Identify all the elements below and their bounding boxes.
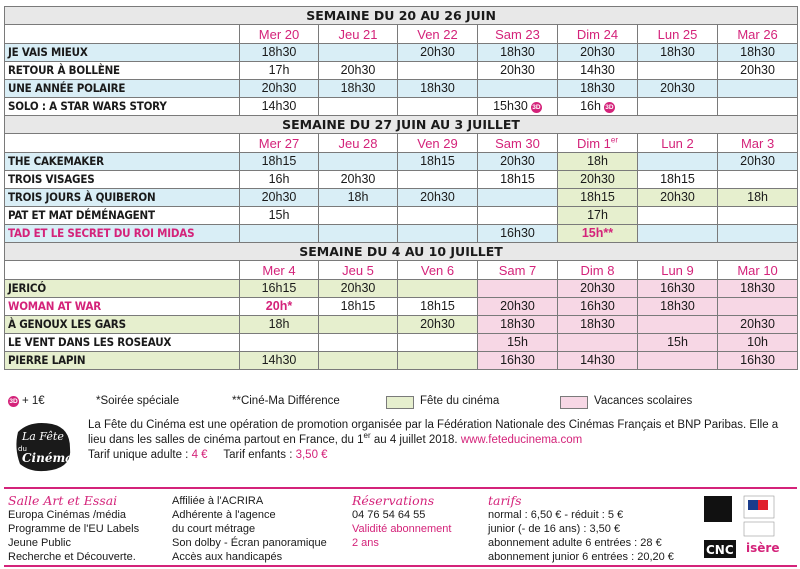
film-row [5, 98, 798, 116]
showtime-cell [718, 225, 798, 243]
day-header: Mar 26 [718, 25, 798, 44]
showtime-cell: 20h30 [319, 280, 398, 298]
showtime-cell: 10h [718, 334, 798, 352]
showtime-cell [478, 207, 558, 225]
film-title: TROIS JOURS À QUIBERON [5, 189, 240, 207]
showtime-cell: 18h [319, 189, 398, 207]
showtime-cell: 18h [718, 189, 798, 207]
salle-line: Programme de l'EU Labels [8, 523, 140, 535]
showtime-cell: 15h [240, 207, 319, 225]
showtime-cell: 20h30 [478, 62, 558, 80]
legend-cinema-difference: **Ciné-Ma Différence [232, 395, 340, 407]
showtime-cell: 16h30 [638, 280, 718, 298]
salle-line: Jeune Public [8, 537, 71, 549]
showtime-cell: 18h30 [638, 44, 718, 62]
fete-description: La Fête du Cinéma est une opération de promotion organisée par la Fédération Nationale des Cinémas Français et BNP Paribas. Elle a lieu dans les salles de cinéma partout en France, du 1er au 4 juillet 2018. www.feteducinema.com [88, 419, 779, 446]
showtime-cell [240, 225, 319, 243]
day-header: Mar 3 [718, 134, 798, 153]
film-title: LE VENT DANS LES ROSEAUX [5, 334, 240, 352]
day-header: Ven 22 [398, 25, 478, 44]
showtime-cell: 18h15 [638, 171, 718, 189]
day-header-row [5, 25, 798, 44]
showtime-cell: 18h15 [558, 189, 638, 207]
showtime-cell: 16h30 [478, 352, 558, 370]
day-header: Sam 7 [478, 261, 558, 280]
showtime-cell [319, 352, 398, 370]
showtime-cell: 18h30 [319, 80, 398, 98]
day-header: Sam 30 [478, 134, 558, 153]
showtime-cell [558, 334, 638, 352]
showtime-cell: 20h30 [478, 153, 558, 171]
fete-url[interactable]: www.feteducinema.com [460, 434, 583, 446]
film-title: TAD ET LE SECRET DU ROI MIDAS [5, 225, 240, 243]
showtime-cell: 16h15 [240, 280, 319, 298]
footer-bottom-rule [4, 565, 797, 567]
day-header-row [5, 261, 798, 280]
showtime-cell [398, 171, 478, 189]
day-header-blank [5, 261, 240, 280]
day-header: Dim 24 [558, 25, 638, 44]
week-header [5, 7, 798, 25]
acrira-block [172, 494, 327, 564]
showtime-cell: 20h30 [718, 153, 798, 171]
showtime-cell [638, 62, 718, 80]
film-row [5, 189, 798, 207]
film-title: SOLO : A STAR WARS STORY [5, 98, 240, 116]
showtime-cell: 16h30 [558, 298, 638, 316]
showtime-cell: 20h30 [718, 62, 798, 80]
film-title: TROIS VISAGES [5, 171, 240, 189]
cnc-logo-text: CNC [706, 543, 734, 557]
acrira-line: Adhérente à l'agence [172, 509, 276, 521]
day-header: Dim 1er [558, 134, 638, 153]
day-header-blank [5, 134, 240, 153]
day-header-blank [5, 25, 240, 44]
acrira-line: Affiliée à l'ACRIRA [172, 495, 264, 507]
3d-icon: 3D [605, 104, 614, 111]
acrira-line: Accès aux handicapés [172, 551, 283, 563]
showtime-cell: 20h30 [478, 298, 558, 316]
showtime-cell: 16h30 [478, 225, 558, 243]
film-title: THE CAKEMAKER [5, 153, 240, 171]
showtime-cell [319, 225, 398, 243]
film-title: RETOUR À BOLLÈNE [5, 62, 240, 80]
film-row [5, 153, 798, 171]
day-header: Mer 20 [240, 25, 319, 44]
showtime-cell: 14h30 [240, 352, 319, 370]
film-row [5, 352, 798, 370]
showtime-cell: 18h30 [240, 44, 319, 62]
showtime-cell [398, 352, 478, 370]
week-title: SEMAINE DU 4 AU 10 JUILLET [5, 243, 798, 261]
showtime-cell: 16h 3D [558, 98, 638, 116]
vacances-swatch [560, 396, 588, 409]
showtime-cell [638, 98, 718, 116]
fete-swatch [386, 396, 414, 409]
showtime-cell [398, 98, 478, 116]
film-title: UNE ANNÉE POLAIRE [5, 80, 240, 98]
showtime-cell: 18h30 [398, 80, 478, 98]
showtime-cell [319, 316, 398, 334]
film-row [5, 80, 798, 98]
film-title: PAT ET MAT DÉMÉNAGENT [5, 207, 240, 225]
film-title: PIERRE LAPIN [5, 352, 240, 370]
showtime-cell [638, 153, 718, 171]
showtime-cell: 18h15 [398, 153, 478, 171]
legend [0, 393, 800, 411]
phone-number: 04 76 54 64 55 [352, 509, 426, 521]
showtime-cell: 20h30 [398, 189, 478, 207]
showtime-cell: 18h15 [478, 171, 558, 189]
showtime-cell [638, 207, 718, 225]
footer-top-rule [4, 487, 797, 489]
showtime-cell [398, 207, 478, 225]
reservations-title: Réservations [352, 493, 435, 508]
legend-fete: Fête du cinéma [420, 395, 500, 407]
showtime-cell [478, 280, 558, 298]
day-header: Lun 25 [638, 25, 718, 44]
showtime-cell [398, 225, 478, 243]
film-row [5, 298, 798, 316]
day-header: Lun 2 [638, 134, 718, 153]
day-header: Mer 27 [240, 134, 319, 153]
day-header: Jeu 28 [319, 134, 398, 153]
showtime-cell: 18h15 [240, 153, 319, 171]
film-row [5, 62, 798, 80]
salle-block [8, 494, 139, 564]
legend-vacances: Vacances scolaires [594, 395, 693, 407]
showtime-cell: 18h30 [558, 80, 638, 98]
showtime-cell: 18h30 [718, 44, 798, 62]
showtime-cell: 18h30 [478, 316, 558, 334]
showtime-cell: 18h [558, 153, 638, 171]
showtime-cell: 18h15 [398, 298, 478, 316]
day-header: Mar 10 [718, 261, 798, 280]
showtime-cell: 20h30 [240, 189, 319, 207]
showtime-cell [638, 225, 718, 243]
film-row [5, 207, 798, 225]
showtime-cell: 18h30 [718, 280, 798, 298]
schedule-table [4, 6, 798, 370]
showtime-cell: 14h30 [240, 98, 319, 116]
showtime-cell: 20h30 [240, 80, 319, 98]
acrira-line: Son dolby - Écran panoramique [172, 537, 327, 549]
showtime-cell: 17h [240, 62, 319, 80]
showtime-cell [718, 207, 798, 225]
logo-line3: Cinéma [22, 451, 73, 465]
showtime-cell: 20h30 [558, 280, 638, 298]
showtime-cell: 20h30 [319, 171, 398, 189]
week-title: SEMAINE DU 20 AU 26 JUIN [5, 7, 798, 25]
showtime-cell [319, 153, 398, 171]
showtime-cell [398, 334, 478, 352]
showtime-cell [319, 207, 398, 225]
showtime-cell [718, 80, 798, 98]
day-header-row [5, 134, 798, 153]
film-title: WOMAN AT WAR [5, 298, 240, 316]
film-title: JERICÓ [5, 280, 240, 298]
showtime-cell [398, 280, 478, 298]
day-header: Mer 4 [240, 261, 319, 280]
film-title: À GENOUX LES GARS [5, 316, 240, 334]
showtime-cell: 14h30 [558, 62, 638, 80]
showtime-cell: 20h30 [319, 62, 398, 80]
showtime-cell: 18h15 [319, 298, 398, 316]
film-title: JE VAIS MIEUX [5, 44, 240, 62]
salle-line: Europa Cinémas /média [8, 509, 127, 521]
showtime-cell [319, 44, 398, 62]
showtime-cell: 18h30 [478, 44, 558, 62]
showtime-cell: 15h [638, 334, 718, 352]
showtime-cell: 20h30 [558, 171, 638, 189]
fete-info [88, 418, 794, 463]
validite-line: Validité abonnement [352, 523, 452, 535]
showtime-cell: 20h30 [558, 44, 638, 62]
tarif-line: normal : 6,50 € - réduit : 5 € [488, 509, 624, 521]
day-header: Ven 29 [398, 134, 478, 153]
showtime-cell: 20h30 [398, 44, 478, 62]
showtime-cell [718, 98, 798, 116]
showtime-cell: 14h30 [558, 352, 638, 370]
legend-3d-price: + 1€ [22, 395, 45, 407]
tarif-line: abonnement adulte 6 entrées : 28 € [488, 537, 662, 549]
day-header: Jeu 21 [319, 25, 398, 44]
showtime-cell: 16h30 [718, 352, 798, 370]
day-header: Ven 6 [398, 261, 478, 280]
day-header: Jeu 5 [319, 261, 398, 280]
isere-logo-text: isère [746, 541, 780, 555]
film-row [5, 225, 798, 243]
showtime-cell: 20h30 [398, 316, 478, 334]
legend-special: *Soirée spéciale [96, 395, 180, 407]
showtime-cell: 20h30 [718, 316, 798, 334]
day-header: Dim 8 [558, 261, 638, 280]
partner-logos [700, 494, 796, 562]
showtime-cell: 15h [478, 334, 558, 352]
showtime-cell: 20h* [240, 298, 319, 316]
week-title: SEMAINE DU 27 JUIN AU 3 JUILLET [5, 116, 798, 134]
salle-title: Salle Art et Essai [8, 493, 118, 508]
showtime-cell: 18h [240, 316, 319, 334]
showtime-cell [319, 334, 398, 352]
showtime-cell [718, 298, 798, 316]
logo-line1: La Fête [22, 430, 64, 443]
showtime-cell: 20h30 [638, 189, 718, 207]
fete-tarifs: Tarif unique adulte : 4 € Tarif enfants : 3,50 € [88, 449, 328, 461]
film-row [5, 334, 798, 352]
day-header: Lun 9 [638, 261, 718, 280]
salle-line: Recherche et Découverte. [8, 551, 136, 563]
validite-line: 2 ans [352, 537, 379, 549]
logo-line2: du [18, 445, 27, 453]
showtime-cell [638, 352, 718, 370]
showtime-cell: 18h30 [558, 316, 638, 334]
3d-badge-icon: 3D [9, 398, 18, 405]
showtime-cell: 15h30 3D [478, 98, 558, 116]
showtime-cell [638, 316, 718, 334]
showtime-cell [240, 334, 319, 352]
showtime-cell [718, 171, 798, 189]
film-row [5, 44, 798, 62]
week-header [5, 243, 798, 261]
showtime-cell: 18h30 [638, 298, 718, 316]
tarifs-block [488, 494, 674, 564]
reservations-block [352, 494, 451, 550]
showtime-cell: 17h [558, 207, 638, 225]
acrira-line: du court métrage [172, 523, 256, 535]
showtime-cell [398, 62, 478, 80]
showtime-cell: 16h [240, 171, 319, 189]
showtime-cell [319, 98, 398, 116]
3d-icon: 3D [532, 104, 541, 111]
film-row [5, 316, 798, 334]
film-row [5, 280, 798, 298]
tarif-line: junior (- de 16 ans) : 3,50 € [488, 523, 621, 535]
film-row [5, 171, 798, 189]
showtime-cell: 20h30 [638, 80, 718, 98]
showtime-cell: 15h** [558, 225, 638, 243]
tarif-line: abonnement junior 6 entrées : 20,20 € [488, 551, 674, 563]
tarifs-title: tarifs [488, 493, 522, 508]
showtime-cell [478, 80, 558, 98]
showtime-cell [478, 189, 558, 207]
day-header: Sam 23 [478, 25, 558, 44]
week-header [5, 116, 798, 134]
fete-du-cinema-logo [12, 418, 76, 476]
